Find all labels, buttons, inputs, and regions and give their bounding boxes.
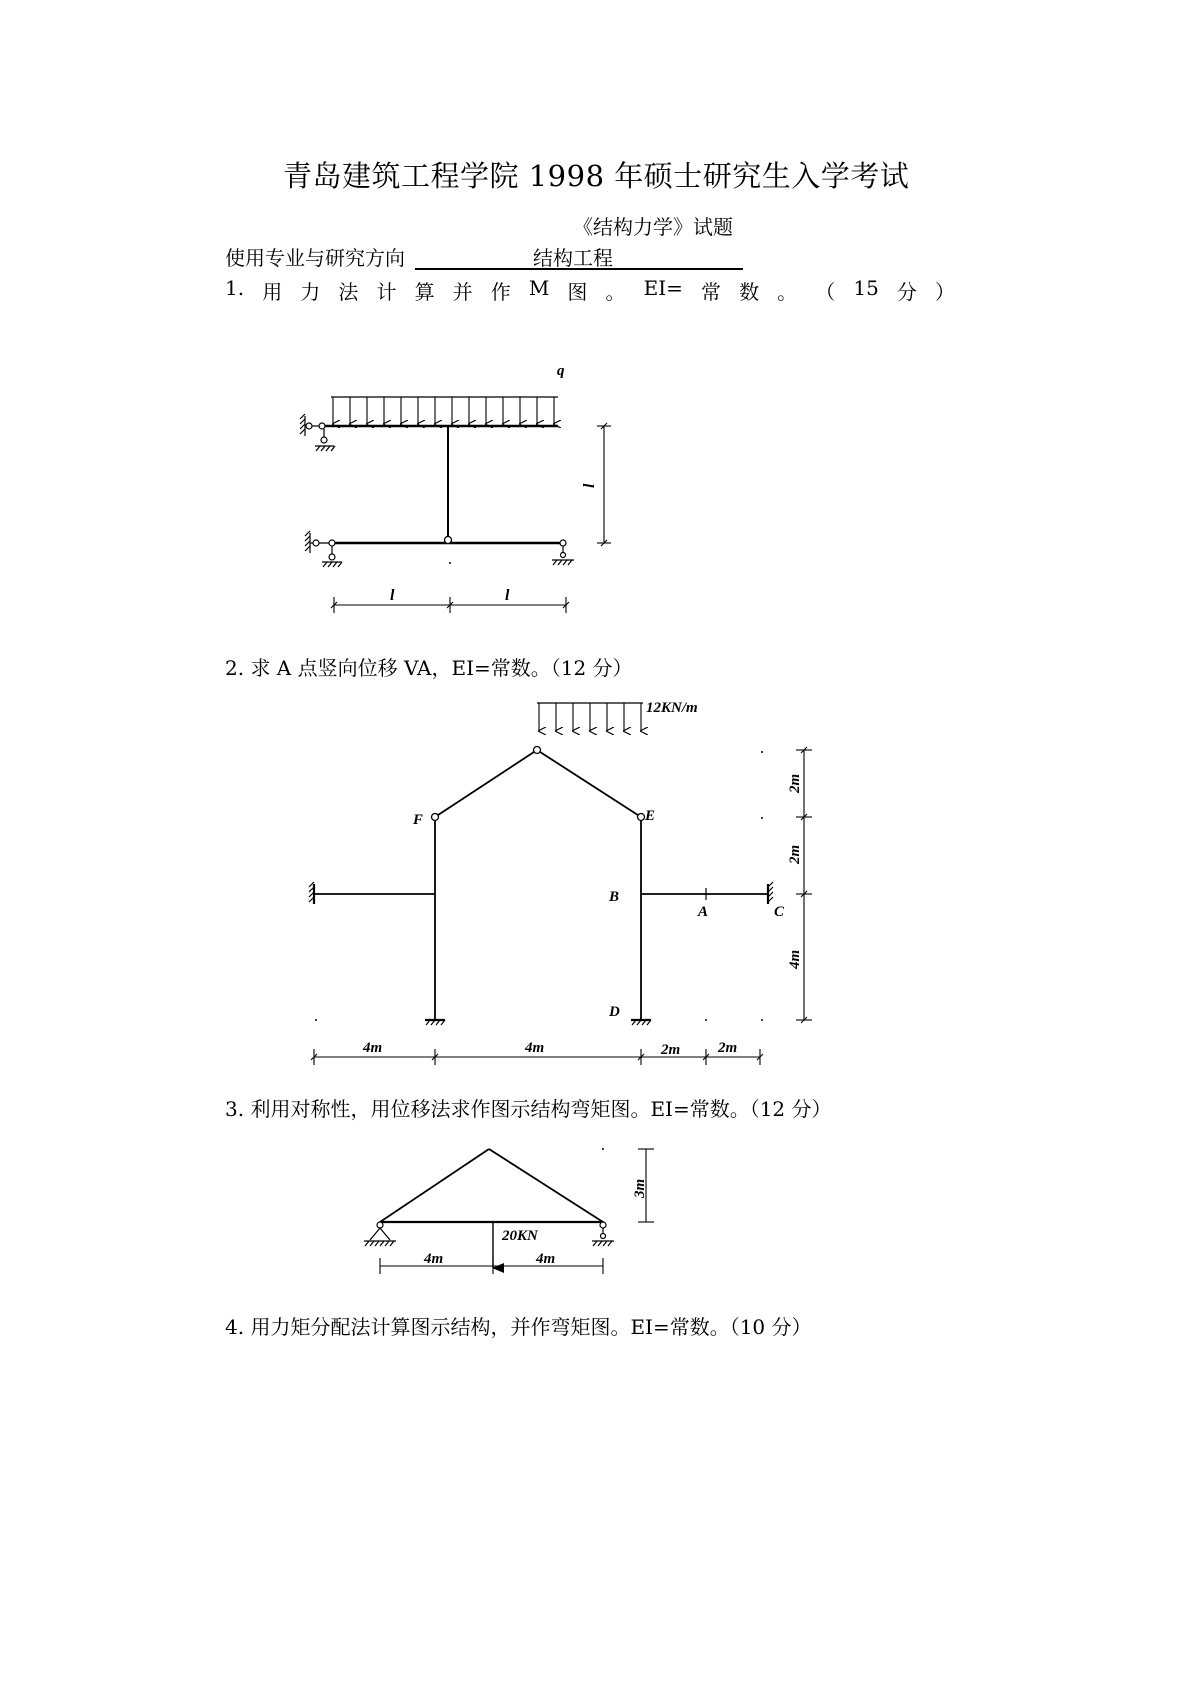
fig2-apex-hinge (534, 747, 541, 754)
fig3-right-rafter (489, 1149, 603, 1222)
direction-value: 结构工程 (533, 246, 613, 270)
fig2-load-label: 12KN/m (646, 700, 698, 716)
question-4-text: 4. 用力矩分配法计算图示结构，并作弯矩图。EI=常数。（10 分） (225, 1315, 812, 1339)
fig2-hinge-F (432, 814, 439, 821)
fig2-dim-right-3: 4m (787, 949, 803, 969)
figure-2-frame (309, 703, 812, 1065)
fig2-right-base-D (631, 1020, 651, 1025)
fig2-label-F: F (413, 812, 424, 828)
figure-3-truss (364, 1148, 654, 1274)
fig2-left-wall (309, 882, 314, 904)
exam-subtitle: 《结构力学》试题 (573, 215, 733, 239)
fig1-top-left-support (300, 414, 335, 451)
fig2-roof-right (537, 750, 641, 817)
fig2-dim-bottom-2: 4m (525, 1040, 545, 1056)
fig2-load-arrows (539, 703, 641, 731)
fig1-span-right-label: l (505, 587, 510, 604)
fig2-label-C: C (774, 904, 785, 920)
fig1-load-arrows (333, 397, 554, 424)
fig3-load-label: 20KN (502, 1228, 538, 1244)
fig1-height-dimension (597, 423, 611, 546)
fig3-height-label: 3m (632, 1178, 648, 1198)
figure-1-frame (300, 397, 611, 613)
question-2-text: 2. 求 A 点竖向位移 VA，EI=常数。（12 分） (225, 656, 633, 680)
fig3-left-pin (364, 1222, 396, 1246)
fig1-span-dimension (331, 597, 569, 613)
fig1-height-label: l (581, 483, 598, 488)
question-1-text: 1. 用 力 法 计 算 并 作 M 图 。 EI= 常 数 。 （ 15 分 ） (225, 276, 955, 304)
fig2-roof-left (435, 750, 537, 817)
fig2-right-wall-C (768, 882, 773, 904)
fig2-dim-bottom-1: 4m (363, 1040, 383, 1056)
fig2-label-E: E (645, 808, 656, 824)
question-3-text: 3. 利用对称性，用位移法求作图示结构弯矩图。EI=常数。（12 分） (225, 1097, 832, 1121)
fig2-label-B: B (609, 889, 620, 905)
fig1-bottom-left-support (305, 531, 342, 567)
fig3-left-rafter (380, 1149, 489, 1222)
fig1-hinge (445, 537, 452, 544)
fig2-dim-right-1: 2m (787, 773, 803, 793)
fig3-span-left-label: 4m (424, 1251, 444, 1267)
fig1-load-label: q (557, 363, 565, 379)
fig3-span-right-label: 4m (536, 1251, 556, 1267)
fig2-left-base (425, 1020, 445, 1025)
fig2-dim-bottom-4: 2m (718, 1040, 738, 1056)
fig2-label-D: D (609, 1004, 620, 1020)
fig2-label-A: A (698, 904, 709, 920)
fig2-hinge-E (638, 814, 645, 821)
fig1-span-left-label: l (390, 587, 395, 604)
fig2-stray-dots (315, 751, 763, 1021)
fig2-dim-bottom-3: 2m (661, 1042, 681, 1058)
fig2-dim-right-2: 2m (787, 844, 803, 864)
direction-label: 使用专业与研究方向 (225, 246, 405, 270)
fig3-right-roller (592, 1222, 614, 1246)
exam-title: 青岛建筑工程学院 1998 年硕士研究生入学考试 (283, 159, 910, 193)
fig3-span-dimension (380, 1258, 603, 1274)
